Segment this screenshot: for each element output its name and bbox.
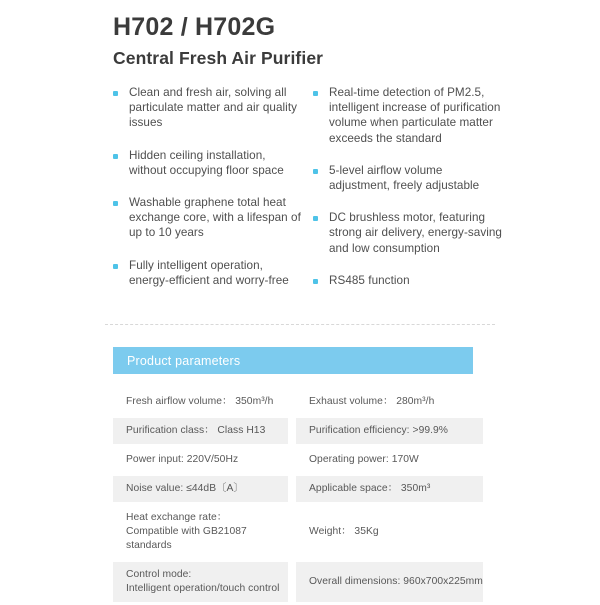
bullet-icon [113, 201, 118, 206]
bullet-icon [113, 91, 118, 96]
feature-text: RS485 function [329, 273, 410, 287]
feature-column-left [113, 85, 306, 305]
feature-item [313, 85, 506, 146]
feature-text: Real-time detection of PM2.5, intelligent increase of purification volume when particulate matter exceeds the standard [329, 86, 501, 145]
spec-cell-right: Overall dimensions: 960x700x225mm [296, 562, 483, 602]
feature-list [113, 85, 513, 305]
table-row [113, 562, 483, 602]
feature-text: Washable graphene total heat exchange core, with a lifespan of up to 10 years [129, 196, 301, 240]
spec-cell-line: Heat exchange rate： [126, 512, 228, 523]
spec-cell-line: Compatible with GB21087 standards [126, 526, 247, 551]
feature-item [113, 195, 306, 241]
title-block [113, 14, 513, 68]
spec-cell-left [113, 505, 288, 559]
table-row [113, 418, 483, 444]
bullet-icon [113, 154, 118, 159]
spec-cell-left: Power input: 220V/50Hz [113, 447, 288, 473]
spec-cell-left: Purification class： Class H13 [113, 418, 288, 444]
feature-item [313, 163, 506, 193]
feature-text: Clean and fresh air, solving all particulate matter and air quality issues [129, 86, 298, 130]
spec-cell-line: Control mode: [126, 569, 192, 580]
feature-item [313, 273, 506, 288]
spec-cell-line: Intelligent operation/touch control [126, 583, 280, 594]
spec-cell-left: Noise value: ≤44dB〔A〕 [113, 476, 288, 502]
spec-cell-right: Applicable space： 350m³ [296, 476, 483, 502]
spec-cell-right: Exhaust volume： 280m³/h [296, 389, 483, 415]
model-title: H702 / H702G [113, 13, 276, 41]
table-row [113, 476, 483, 502]
spec-cell-left: Fresh airflow volume： 350m³/h [113, 389, 288, 415]
bullet-icon [113, 264, 118, 269]
table-row [113, 447, 483, 473]
specifications-table [113, 389, 483, 605]
feature-item [113, 148, 306, 178]
feature-text: Hidden ceiling installation, without occupying floor space [129, 148, 284, 177]
spec-cell-left [113, 562, 288, 602]
bullet-icon [313, 169, 318, 174]
parameters-header-title: Product parameters [127, 353, 241, 368]
feature-text: DC brushless motor, featuring strong air delivery, energy-saving and low consumption [329, 211, 502, 255]
spec-cell-right: Operating power: 170W [296, 447, 483, 473]
bullet-icon [313, 91, 318, 96]
spec-cell-right: Weight： 35Kg [296, 505, 483, 559]
feature-text: Fully intelligent operation, energy-efficient and worry-free [129, 258, 289, 287]
feature-item [313, 210, 506, 256]
feature-text: 5-level airflow volume adjustment, freely adjustable [329, 163, 480, 193]
bullet-icon [313, 279, 318, 284]
product-title: Central Fresh Air Purifier [113, 47, 324, 68]
feature-column-right [313, 85, 506, 305]
table-row [113, 505, 483, 559]
feature-item [113, 85, 306, 131]
spec-cell-right: Purification efficiency: >99.9% [296, 418, 483, 444]
bullet-icon [313, 216, 318, 221]
parameters-header-bar [113, 347, 473, 374]
feature-item [113, 258, 306, 288]
section-divider [105, 324, 495, 325]
table-row [113, 389, 483, 415]
